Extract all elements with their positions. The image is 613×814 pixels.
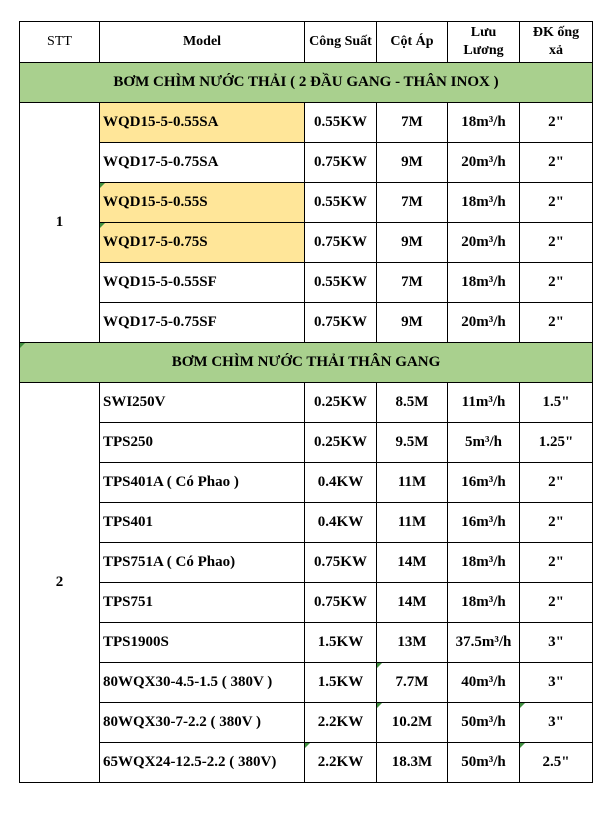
power-cell: 0.75KW [305,543,377,583]
head-cell: 9M [377,223,448,263]
model-cell: 80WQX30-7-2.2 ( 380V ) [100,703,305,743]
head-cell: 13M [377,623,448,663]
outlet-cell: 2" [520,183,593,223]
model-cell: WQD15-5-0.55SA [100,103,305,143]
flow-cell: 11m³/h [448,383,520,423]
power-cell: 0.55KW [305,103,377,143]
table-row [20,543,593,583]
table-row [20,663,593,703]
power-cell: 0.25KW [305,423,377,463]
outlet-cell: 2" [520,263,593,303]
model-cell: WQD17-5-0.75SF [100,303,305,343]
power-cell [305,743,377,783]
power-cell: 0.25KW [305,383,377,423]
outlet-text: 2.5" [542,754,570,770]
table-row [20,703,593,743]
group-number: 2 [20,383,100,783]
model-cell [100,223,305,263]
section-header-row [20,343,593,383]
head-cell: 8.5M [377,383,448,423]
flow-cell: 50m³/h [448,703,520,743]
power-cell: 0.55KW [305,183,377,223]
outlet-cell: 2" [520,463,593,503]
table-row [20,583,593,623]
power-cell: 1.5KW [305,623,377,663]
head-text: 10.2M [391,714,433,730]
table-row [20,463,593,503]
flow-cell: 18m³/h [448,543,520,583]
flow-cell: 37.5m³/h [448,623,520,663]
header-power: Công Suất [305,22,377,63]
head-cell [377,703,448,743]
head-cell: 9M [377,303,448,343]
model-cell: TPS751 [100,583,305,623]
table-row [20,623,593,663]
flow-cell: 20m³/h [448,223,520,263]
table-row [20,303,593,343]
header-outlet-line1: ĐK ống [532,25,580,40]
header-model: Model [100,22,305,63]
section-title: BƠM CHÌM NƯỚC THẢI ( 2 ĐẦU GANG - THÂN INOX ) [20,63,593,103]
comment-marker [520,703,525,708]
outlet-cell: 1.25" [520,423,593,463]
flow-cell: 18m³/h [448,103,520,143]
head-text: 7.7M [395,674,429,690]
outlet-cell: 2" [520,143,593,183]
model-cell: TPS250 [100,423,305,463]
outlet-cell: 2" [520,583,593,623]
section-title-text: BƠM CHÌM NƯỚC THẢI THÂN GANG [171,354,441,370]
table-row [20,223,593,263]
model-cell: 65WQX24-12.5-2.2 ( 380V) [100,743,305,783]
flow-cell: 16m³/h [448,503,520,543]
model-cell: WQD17-5-0.75SA [100,143,305,183]
comment-marker [377,663,382,668]
header-flow-line1: Lưu [470,25,497,40]
power-cell: 0.4KW [305,463,377,503]
power-cell: 0.75KW [305,303,377,343]
header-row [20,22,593,63]
flow-cell: 18m³/h [448,263,520,303]
header-stt: STT [20,22,100,63]
flow-cell: 5m³/h [448,423,520,463]
model-cell: TPS401 [100,503,305,543]
power-text: 2.2KW [317,754,364,770]
power-cell: 1.5KW [305,663,377,703]
power-cell: 0.55KW [305,263,377,303]
flow-cell: 18m³/h [448,183,520,223]
outlet-cell: 2" [520,223,593,263]
comment-marker [377,703,382,708]
comment-marker [100,183,105,188]
head-cell: 11M [377,503,448,543]
table-row [20,263,593,303]
power-cell: 0.75KW [305,583,377,623]
power-cell: 0.75KW [305,223,377,263]
outlet-cell: 2" [520,503,593,543]
comment-marker [520,743,525,748]
head-cell: 11M [377,463,448,503]
table-row [20,503,593,543]
head-cell: 14M [377,543,448,583]
power-cell: 0.75KW [305,143,377,183]
flow-cell: 40m³/h [448,663,520,703]
table-row [20,423,593,463]
model-cell: 80WQX30-4.5-1.5 ( 380V ) [100,663,305,703]
model-cell [100,183,305,223]
flow-cell: 18m³/h [448,583,520,623]
header-outlet-line2: xả [549,43,563,58]
head-cell: 7M [377,263,448,303]
section-title [20,343,593,383]
model-cell: WQD15-5-0.55SF [100,263,305,303]
head-cell: 18.3M [377,743,448,783]
power-cell: 0.4KW [305,503,377,543]
table-row [20,743,593,783]
model-cell: TPS401A ( Có Phao ) [100,463,305,503]
pump-spec-table [19,21,593,783]
header-head: Cột Áp [377,22,448,63]
model-cell: TPS1900S [100,623,305,663]
table-row [20,183,593,223]
header-flow [448,22,520,63]
group-number: 1 [20,103,100,343]
outlet-cell: 2" [520,303,593,343]
model-cell: SWI250V [100,383,305,423]
power-cell: 2.2KW [305,703,377,743]
header-flow-line2: Lương [463,43,504,58]
table-row [20,143,593,183]
head-cell: 14M [377,583,448,623]
flow-cell: 20m³/h [448,303,520,343]
outlet-text: 3" [548,714,564,730]
outlet-cell: 2" [520,103,593,143]
comment-marker [20,343,25,348]
flow-cell: 20m³/h [448,143,520,183]
table-row [20,103,593,143]
outlet-cell [520,703,593,743]
section-header-row [20,63,593,103]
outlet-cell [520,743,593,783]
model-text: WQD15-5-0.55S [103,194,208,210]
comment-marker [100,223,105,228]
header-outlet [520,22,593,63]
outlet-cell: 3" [520,623,593,663]
comment-marker [305,743,310,748]
flow-cell: 16m³/h [448,463,520,503]
model-cell: TPS751A ( Có Phao) [100,543,305,583]
model-text: WQD17-5-0.75S [103,234,208,250]
flow-cell: 50m³/h [448,743,520,783]
table-row [20,383,593,423]
head-cell: 7M [377,183,448,223]
head-cell: 9M [377,143,448,183]
outlet-cell: 2" [520,543,593,583]
outlet-cell: 3" [520,663,593,703]
head-cell: 9.5M [377,423,448,463]
outlet-cell: 1.5" [520,383,593,423]
head-cell [377,663,448,703]
head-cell: 7M [377,103,448,143]
